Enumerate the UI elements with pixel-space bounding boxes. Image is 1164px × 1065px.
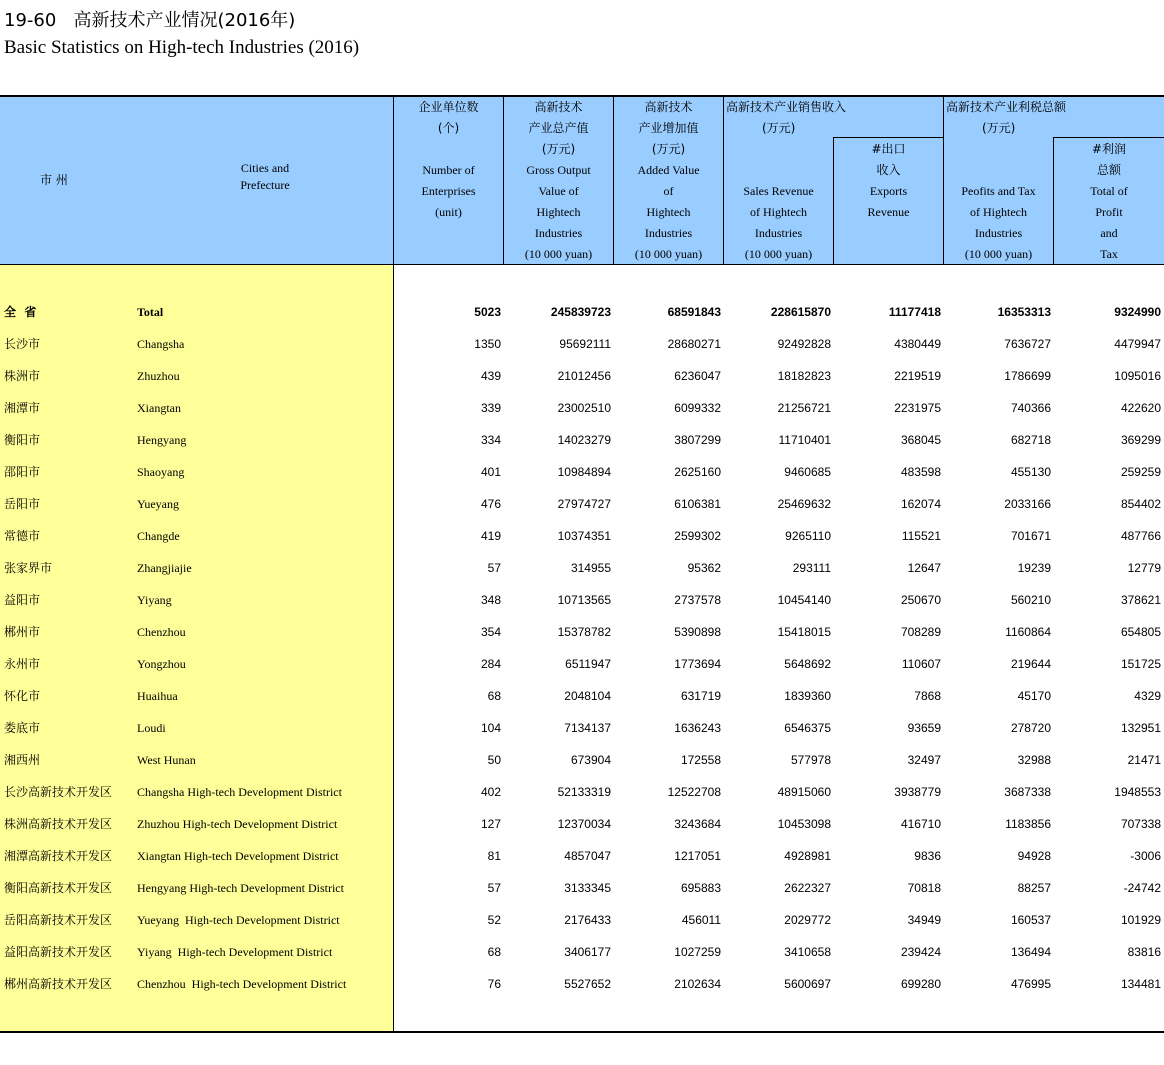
header-sales-revenue: Sales Revenue of Hightech Industries (10 000 yuan) bbox=[743, 184, 814, 261]
table-row bbox=[0, 296, 1164, 328]
value-cell: 160537 bbox=[1010, 913, 1051, 927]
region-name-cn: 娄底市 bbox=[4, 721, 41, 735]
region-name-cn: 衡阳高新技术开发区 bbox=[4, 881, 113, 895]
region-name-cn: 邵阳市 bbox=[4, 465, 41, 479]
value-cell: 4329 bbox=[1134, 689, 1161, 703]
region-name-en: Xiangtan High-tech Development District bbox=[137, 849, 339, 863]
value-cell: 1217051 bbox=[674, 849, 721, 863]
value-cell: 368045 bbox=[900, 433, 941, 447]
value-cell: 52133319 bbox=[557, 785, 611, 799]
value-cell: 101929 bbox=[1120, 913, 1161, 927]
value-cell: 2737578 bbox=[674, 593, 721, 607]
header-total-profit: #利润 总额 Total of Profit and Tax bbox=[1090, 142, 1128, 261]
value-cell: 4928981 bbox=[784, 849, 831, 863]
table-row bbox=[0, 808, 1164, 840]
value-cell: 6511947 bbox=[565, 657, 611, 671]
value-cell: 348 bbox=[480, 593, 501, 607]
value-cell: 45170 bbox=[1017, 689, 1051, 703]
value-cell: 699280 bbox=[900, 977, 941, 991]
value-cell: 50 bbox=[487, 753, 501, 767]
value-cell: 10713565 bbox=[557, 593, 611, 607]
value-cell: 19239 bbox=[1017, 561, 1051, 575]
value-cell: 1095016 bbox=[1114, 369, 1161, 383]
region-name-cn: 郴州高新技术开发区 bbox=[4, 977, 113, 991]
region-name-en: Xiangtan bbox=[137, 401, 181, 415]
region-name-cn: 株洲高新技术开发区 bbox=[4, 817, 113, 831]
value-cell: 1027259 bbox=[674, 945, 721, 959]
table-bottom-rule bbox=[0, 1031, 1164, 1033]
table-row bbox=[0, 360, 1164, 392]
region-name-en: Zhuzhou bbox=[137, 369, 180, 383]
value-cell: 34949 bbox=[907, 913, 941, 927]
value-cell: 9265110 bbox=[785, 529, 831, 543]
region-name-en: Zhangjiajie bbox=[137, 561, 192, 575]
header-region-cn: 市 州 bbox=[40, 173, 68, 187]
value-cell: 416710 bbox=[900, 817, 941, 831]
value-cell: 250670 bbox=[900, 593, 941, 607]
header-region-en: Cities and Prefecture bbox=[240, 161, 290, 192]
value-cell: 3243684 bbox=[674, 817, 721, 831]
region-name-cn: 长沙市 bbox=[4, 337, 41, 351]
value-cell: 151725 bbox=[1120, 657, 1161, 671]
value-cell: 16353313 bbox=[997, 305, 1051, 319]
value-cell: 5390898 bbox=[674, 625, 721, 639]
table-row bbox=[0, 552, 1164, 584]
region-name-cn: 湘潭高新技术开发区 bbox=[4, 849, 113, 863]
value-cell: 3938779 bbox=[894, 785, 941, 799]
value-cell: 560210 bbox=[1010, 593, 1051, 607]
value-cell: -24742 bbox=[1123, 881, 1161, 895]
region-name-en: Huaihua bbox=[137, 689, 178, 703]
value-cell: 2048104 bbox=[564, 689, 611, 703]
value-cell: -3006 bbox=[1130, 849, 1161, 863]
value-cell: 682718 bbox=[1010, 433, 1051, 447]
region-name-en: Changsha High-tech Development District bbox=[137, 785, 342, 799]
table-row bbox=[0, 584, 1164, 616]
value-cell: 3410658 bbox=[784, 945, 831, 959]
region-name-cn: 益阳高新技术开发区 bbox=[4, 945, 113, 959]
value-cell: 284 bbox=[480, 657, 501, 671]
value-cell: 2102634 bbox=[674, 977, 721, 991]
region-name-cn: 湘潭市 bbox=[4, 401, 41, 415]
value-cell: 1636243 bbox=[674, 721, 721, 735]
value-cell: 68 bbox=[487, 945, 501, 959]
table-row bbox=[0, 744, 1164, 776]
table-row bbox=[0, 904, 1164, 936]
value-cell: 2599302 bbox=[674, 529, 721, 543]
value-cell: 3687338 bbox=[1004, 785, 1051, 799]
page-title-en: Basic Statistics on High-tech Industries (2016) bbox=[4, 37, 360, 58]
value-cell: 11177418 bbox=[888, 305, 941, 319]
table-row bbox=[0, 456, 1164, 488]
value-cell: 15378782 bbox=[557, 625, 611, 639]
value-cell: 339 bbox=[480, 401, 501, 415]
value-cell: 136494 bbox=[1010, 945, 1051, 959]
value-cell: 25469632 bbox=[777, 497, 831, 511]
value-cell: 21256721 bbox=[777, 401, 831, 415]
value-cell: 52 bbox=[487, 913, 501, 927]
value-cell: 12522708 bbox=[667, 785, 721, 799]
region-name-cn: 常德市 bbox=[4, 529, 41, 543]
header-gross-output: 高新技术 产业总产值 (万元) Gross Output Value of Hightech Industries (10 000 yuan) bbox=[524, 100, 593, 261]
header-profits-tax: Peofits and Tax of Hightech Industries (10 000 yuan) bbox=[961, 184, 1036, 261]
region-name-en: Yueyang High-tech Development District bbox=[137, 913, 340, 927]
value-cell: 5600697 bbox=[784, 977, 831, 991]
value-cell: 314955 bbox=[570, 561, 611, 575]
value-cell: 10453098 bbox=[777, 817, 831, 831]
value-cell: 228615870 bbox=[770, 305, 831, 319]
header-added-value: 高新技术 产业增加值 (万元) Added Value of Hightech Industries (10 000 yuan) bbox=[634, 100, 703, 261]
value-cell: 4857047 bbox=[564, 849, 611, 863]
value-cell: 93659 bbox=[907, 721, 941, 735]
value-cell: 110607 bbox=[901, 657, 941, 671]
value-cell: 18182823 bbox=[777, 369, 831, 383]
value-cell: 32988 bbox=[1017, 753, 1051, 767]
value-cell: 10374351 bbox=[557, 529, 611, 543]
value-cell: 6106381 bbox=[674, 497, 721, 511]
value-cell: 4380449 bbox=[894, 337, 941, 351]
value-cell: 32497 bbox=[907, 753, 941, 767]
value-cell: 455130 bbox=[1010, 465, 1051, 479]
region-name-en: Yongzhou bbox=[137, 657, 186, 671]
table-row bbox=[0, 872, 1164, 904]
value-cell: 11710401 bbox=[778, 433, 831, 447]
table-row bbox=[0, 616, 1164, 648]
value-cell: 293111 bbox=[792, 561, 831, 575]
region-name-en: West Hunan bbox=[137, 753, 196, 767]
value-cell: 278720 bbox=[1010, 721, 1051, 735]
value-cell: 2622327 bbox=[784, 881, 831, 895]
table-row bbox=[0, 936, 1164, 968]
value-cell: 132951 bbox=[1120, 721, 1161, 735]
value-cell: 1183856 bbox=[1005, 817, 1051, 831]
value-cell: 14023279 bbox=[557, 433, 611, 447]
value-cell: 68591843 bbox=[667, 305, 721, 319]
value-cell: 10454140 bbox=[777, 593, 831, 607]
value-cell: 402 bbox=[480, 785, 501, 799]
value-cell: 707338 bbox=[1120, 817, 1161, 831]
value-cell: 57 bbox=[487, 881, 501, 895]
value-cell: 419 bbox=[480, 529, 501, 543]
value-cell: 1160864 bbox=[1005, 625, 1051, 639]
value-cell: 115521 bbox=[901, 529, 941, 543]
value-cell: 695883 bbox=[680, 881, 721, 895]
value-cell: 9460685 bbox=[784, 465, 831, 479]
table-row bbox=[0, 648, 1164, 680]
value-cell: 2231975 bbox=[894, 401, 941, 415]
region-name-cn: 株洲市 bbox=[4, 369, 41, 383]
value-cell: 70818 bbox=[907, 881, 941, 895]
value-cell: 7636727 bbox=[1004, 337, 1051, 351]
region-name-en: Chenzhou High-tech Development District bbox=[137, 977, 347, 991]
value-cell: 15418015 bbox=[777, 625, 831, 639]
header-exports: #出口 收入 Exports Revenue bbox=[867, 142, 910, 219]
value-cell: 577978 bbox=[790, 753, 831, 767]
region-name-cn: 湘西州 bbox=[4, 753, 41, 767]
header-sales-group: 高新技术产业销售收入 (万元) bbox=[726, 100, 847, 135]
value-cell: 94928 bbox=[1017, 849, 1051, 863]
value-cell: 2029772 bbox=[784, 913, 831, 927]
value-cell: 1773694 bbox=[674, 657, 721, 671]
value-cell: 134481 bbox=[1120, 977, 1161, 991]
table-row bbox=[0, 840, 1164, 872]
value-cell: 57 bbox=[487, 561, 501, 575]
value-cell: 88257 bbox=[1017, 881, 1051, 895]
value-cell: 7134137 bbox=[564, 721, 611, 735]
region-name-en: Yueyang bbox=[137, 497, 179, 511]
region-name-cn: 益阳市 bbox=[4, 593, 41, 607]
region-name-cn: 全 省 bbox=[4, 305, 37, 319]
region-name-en: Chenzhou bbox=[137, 625, 186, 639]
value-cell: 104 bbox=[480, 721, 501, 735]
value-cell: 483598 bbox=[900, 465, 941, 479]
value-cell: 95362 bbox=[687, 561, 721, 575]
value-cell: 476 bbox=[480, 497, 501, 511]
region-name-en: Changde bbox=[137, 529, 180, 543]
value-cell: 1948553 bbox=[1114, 785, 1161, 799]
value-cell: 9836 bbox=[914, 849, 941, 863]
value-cell: 439 bbox=[480, 369, 501, 383]
table-row bbox=[0, 424, 1164, 456]
value-cell: 23002510 bbox=[557, 401, 611, 415]
region-name-cn: 永州市 bbox=[4, 657, 41, 671]
value-cell: 27974727 bbox=[557, 497, 611, 511]
value-cell: 334 bbox=[480, 433, 501, 447]
value-cell: 3807299 bbox=[674, 433, 721, 447]
value-cell: 12779 bbox=[1127, 561, 1161, 575]
value-cell: 854402 bbox=[1120, 497, 1161, 511]
value-cell: 378621 bbox=[1120, 593, 1161, 607]
table-row bbox=[0, 520, 1164, 552]
value-cell: 2219519 bbox=[894, 369, 941, 383]
value-cell: 456011 bbox=[681, 913, 721, 927]
value-cell: 21012456 bbox=[557, 369, 611, 383]
value-cell: 10984894 bbox=[557, 465, 611, 479]
region-name-en: Hengyang High-tech Development District bbox=[137, 881, 344, 895]
table-row bbox=[0, 776, 1164, 808]
value-cell: 6236047 bbox=[674, 369, 721, 383]
value-cell: 740366 bbox=[1010, 401, 1051, 415]
value-cell: 239424 bbox=[900, 945, 941, 959]
region-name-en: Zhuzhou High-tech Development District bbox=[137, 817, 338, 831]
value-cell: 92492828 bbox=[777, 337, 831, 351]
value-cell: 487766 bbox=[1120, 529, 1161, 543]
value-cell: 81 bbox=[487, 849, 501, 863]
value-cell: 12647 bbox=[907, 561, 941, 575]
region-name-en: Hengyang bbox=[137, 433, 187, 447]
table-row bbox=[0, 968, 1164, 1000]
page-title-cn: 19-60 高新技术产业情况(2016年) bbox=[4, 10, 296, 31]
region-name-cn: 岳阳高新技术开发区 bbox=[4, 913, 113, 927]
region-name-cn: 衡阳市 bbox=[4, 433, 41, 447]
region-name-en: Loudi bbox=[137, 721, 166, 735]
value-cell: 4479947 bbox=[1114, 337, 1161, 351]
region-name-en: Shaoyang bbox=[137, 465, 185, 479]
value-cell: 162074 bbox=[900, 497, 941, 511]
value-cell: 654805 bbox=[1120, 625, 1161, 639]
value-cell: 76 bbox=[487, 977, 501, 991]
header-profits-group: 高新技术产业利税总额 (万元) bbox=[946, 100, 1067, 135]
value-cell: 12370034 bbox=[557, 817, 611, 831]
value-cell: 7868 bbox=[914, 689, 941, 703]
region-name-cn: 张家界市 bbox=[4, 561, 53, 575]
value-cell: 476995 bbox=[1010, 977, 1051, 991]
value-cell: 708289 bbox=[900, 625, 941, 639]
value-cell: 219644 bbox=[1010, 657, 1051, 671]
value-cell: 48915060 bbox=[777, 785, 831, 799]
value-cell: 68 bbox=[487, 689, 501, 703]
value-cell: 631719 bbox=[680, 689, 721, 703]
region-name-en: Yiyang bbox=[137, 593, 172, 607]
value-cell: 83816 bbox=[1127, 945, 1161, 959]
table-row bbox=[0, 712, 1164, 744]
region-name-cn: 岳阳市 bbox=[4, 497, 41, 511]
value-cell: 2033166 bbox=[1004, 497, 1051, 511]
value-cell: 1350 bbox=[474, 337, 501, 351]
value-cell: 1839360 bbox=[784, 689, 831, 703]
value-cell: 95692111 bbox=[559, 337, 611, 351]
region-name-cn: 长沙高新技术开发区 bbox=[4, 785, 113, 799]
value-cell: 9324990 bbox=[1114, 305, 1161, 319]
region-name-en: Yiyang High-tech Development District bbox=[137, 945, 333, 959]
value-cell: 6546375 bbox=[784, 721, 831, 735]
value-cell: 259259 bbox=[1120, 465, 1161, 479]
value-cell: 172558 bbox=[680, 753, 721, 767]
value-cell: 401 bbox=[480, 465, 501, 479]
value-cell: 5648692 bbox=[784, 657, 831, 671]
table-row bbox=[0, 488, 1164, 520]
value-cell: 2625160 bbox=[674, 465, 721, 479]
value-cell: 354 bbox=[480, 625, 501, 639]
value-cell: 245839723 bbox=[550, 305, 611, 319]
value-cell: 3406177 bbox=[564, 945, 611, 959]
table-row bbox=[0, 328, 1164, 360]
header-enterprises: 企业单位数 (个) Number of Enterprises (unit) bbox=[418, 100, 479, 219]
table-row bbox=[0, 680, 1164, 712]
region-name-cn: 郴州市 bbox=[4, 625, 41, 639]
value-cell: 2176433 bbox=[564, 913, 611, 927]
value-cell: 21471 bbox=[1127, 753, 1161, 767]
value-cell: 701671 bbox=[1010, 529, 1051, 543]
value-cell: 422620 bbox=[1120, 401, 1161, 415]
value-cell: 5527652 bbox=[564, 977, 611, 991]
table-row bbox=[0, 392, 1164, 424]
region-name-en: Changsha bbox=[137, 337, 185, 351]
value-cell: 127 bbox=[480, 817, 501, 831]
region-name-en: Total bbox=[137, 305, 164, 319]
value-cell: 6099332 bbox=[674, 401, 721, 415]
value-cell: 5023 bbox=[474, 305, 501, 319]
region-name-cn: 怀化市 bbox=[4, 689, 41, 703]
value-cell: 28680271 bbox=[667, 337, 721, 351]
value-cell: 3133345 bbox=[564, 881, 611, 895]
value-cell: 369299 bbox=[1120, 433, 1161, 447]
value-cell: 1786699 bbox=[1004, 369, 1051, 383]
value-cell: 673904 bbox=[570, 753, 611, 767]
